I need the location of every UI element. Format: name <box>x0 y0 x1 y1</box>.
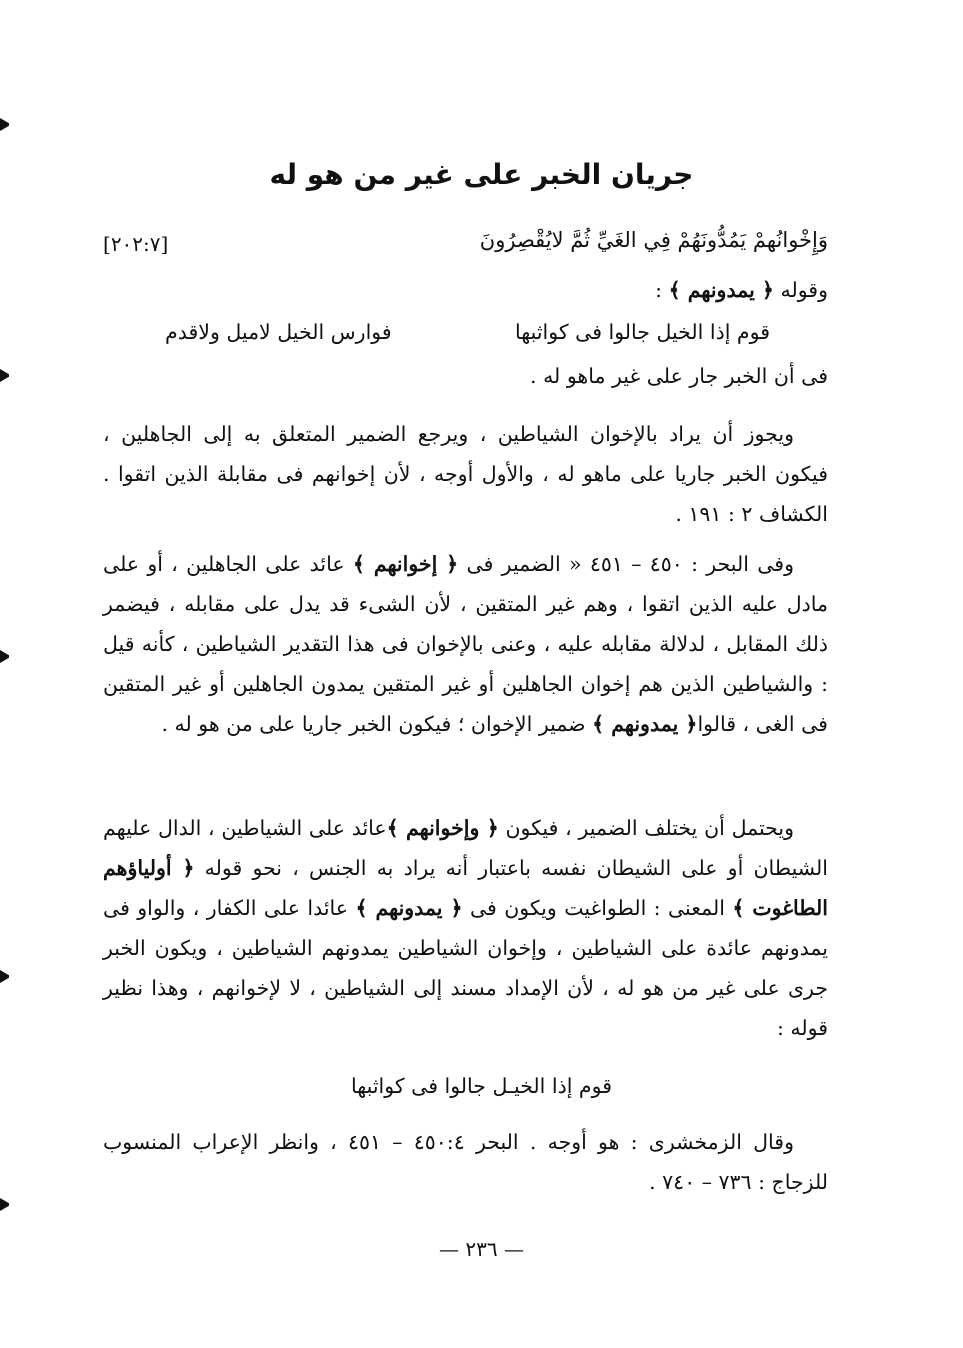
paragraph-2-part-3: ضمير الإخوان ؛ فيكون الخبر جاريا على من هو له . <box>161 712 586 736</box>
paragraph-3-quote-1: ﴿ وإخوانهم ﴾ <box>386 816 499 840</box>
paragraph-3-part-4: عائدا على الكفار ، والواو فى يمدونهم عائدة على الشياطين ، وإخوان الشياطين يمدونهم الشياطين ، ويكون الخبر جرى على غير من هو له ، لأن الإمداد مسند إلى الشياطين ، لا لإخوانهم ، وهذا نظير قوله : <box>103 896 828 1040</box>
paragraph-2-part-2: عائد على الجاهلين ، أو على مادل عليه الذين اتقوا ، وهم غير المتقين ، لأن الشىء قد يدل على مقابله ، فيضمر ذلك المقابل ، لدلالة مقابله عليه ، وعنى بالإخوان فى هذا التقدير الشياطين ، كأنه قيل : والشياطين الذين هم إخوان الجاهلين أو غير المتقين يمدون الجاهلين أو غير المتقين فى الغى ، قالوا <box>103 552 828 736</box>
paragraph-1-text: ويجوز أن يراد بالإخوان الشياطين ، ويرجع الضمير المتعلق به إلى الجاهلين ، فيكون الخبر جاريا على ماهو له ، والأول أوجه ، لأن إخوانهم فى مقابلة الذين اتقوا . الكشاف ٢ : ١٩١ . <box>103 422 828 526</box>
intro-quote: ﴿ يمدونهم ﴾ <box>668 278 774 302</box>
intro-prefix: وقوله <box>780 278 828 302</box>
paragraph-2-quote-2: ﴿ يمدونهم ﴾ <box>592 712 698 736</box>
paragraph-3-quote-2: ﴿ أولياؤهم الطاغوت ﴾ <box>103 856 828 920</box>
quoted-verse: قوم إذا الخيـل جالوا فى كواثبها <box>350 1074 613 1098</box>
margin-mark <box>0 118 9 131</box>
paragraph-3 <box>103 808 828 1048</box>
quranic-verse: وَإِخْوانُهمْ يَمُدُّونَهُمْ فِي الغَيِّ ثُمَّ لايُقْصِرُونَ <box>479 228 828 252</box>
paragraph-2-quote-1: ﴿ إخوانهم ﴾ <box>352 552 459 576</box>
page-title: جريان الخبر على غير من هو له <box>269 158 694 191</box>
verse-reference: [٢٠٢:٧] <box>103 232 169 256</box>
paragraph-3-part-2: عائد على الشياطين ، الدال عليهم الشيطان أو على الشيطان نفسه باعتبار أنه يراد به الجنس ، نحو قوله <box>103 816 828 880</box>
intro-suffix: : <box>655 278 663 302</box>
poem-hemistich-first: قوم إذا الخيل جالوا فى كواثبها <box>514 320 770 344</box>
margin-mark <box>0 369 9 382</box>
closing-paragraph <box>103 1122 828 1202</box>
poem-verse <box>165 320 770 356</box>
paragraph-2 <box>103 544 828 744</box>
page-number: — ٢٣٦ — <box>439 1237 524 1261</box>
after-poem-line: فى أن الخبر جار على غير ماهو له . <box>530 364 828 388</box>
margin-mark <box>0 650 9 663</box>
paragraph-1 <box>103 414 828 534</box>
verse-row <box>103 228 828 268</box>
paragraph-3-part-3: المعنى : الطواغيت ويكون فى <box>469 896 725 920</box>
intro-line <box>655 278 828 302</box>
paragraph-2-part-1: وفى البحر : ٤٥٠ – ٤٥١ « الضمير فى <box>466 552 794 576</box>
poem-hemistich-second: فوارس الخيل لاميل ولاقدم <box>165 320 392 344</box>
paragraph-3-part-1: ويحتمل أن يختلف الضمير ، فيكون <box>505 816 794 840</box>
closing-text: وقال الزمخشرى : هو أوجه . البحر ٤٥٠:٤ – ٤٥١ ، وانظر الإعراب المنسوب للزجاج : ٧٣٦ – ٧٤٠ . <box>103 1130 828 1194</box>
margin-mark <box>0 970 9 983</box>
margin-mark <box>0 1198 9 1211</box>
paragraph-3-quote-3: ﴿ يمدونهم ﴾ <box>355 896 463 920</box>
